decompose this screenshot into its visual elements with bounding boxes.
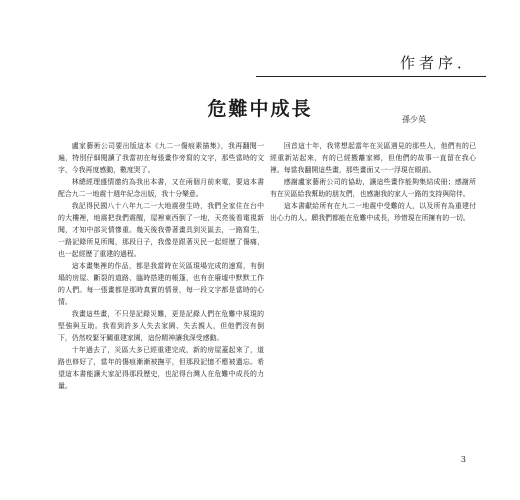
paragraph: 這本畫集裡的作品，都是我當時在災區現場完成的速寫，有倒塌的房屋、斷裂的道路、臨時搭建的帳篷，也有在廢墟中默默工作的人們。每一張畫都是那時真實的情景，每一段文字都是當時的心情。 [58, 262, 264, 306]
page-number: 3 [460, 455, 466, 464]
paragraph: 感謝盧家藝術公司的協助，讓這些畫作能夠集結成冊；感謝所有在災區給我幫助的朋友們，也感謝我的家人一路的支持與陪伴。 [270, 178, 476, 198]
author-name: 孫少英 [402, 115, 426, 124]
paragraph: 這本書獻給所有在九二一地震中受難的人，以及所有為重建付出心力的人。願我們都能在危難中成長，珍惜現在所擁有的一切。 [270, 202, 476, 222]
paragraph: 回首這十年，我常想起當年在災區遇見的那些人，他們有的已經重新站起來，有的已經搬離家鄉，但他們的故事一直留在我心裡。每當我翻開這些畫，那些畫面又一一浮現在眼前。 [270, 142, 476, 174]
left-text-column [58, 140, 264, 442]
paragraph: 林總經理盛情邀約為我出本書，又在兩個月前來電，要這本書配合九二一地震十週年紀念出版，我十分樂意。 [58, 178, 264, 198]
right-text-column [270, 140, 476, 362]
paragraph: 我畫這些畫，不只是記錄災難，更是記錄人們在危難中展現的堅強與互助。我看到許多人失去家園、失去親人，但他們沒有倒下，仍然咬緊牙關重建家園，這份精神讓我深受感動。 [58, 310, 264, 342]
page-title: 危難中成長 [207, 98, 313, 120]
paragraph: 十年過去了，災區大多已經重建完成，新的房屋蓋起來了，道路也修好了，當年的傷痕漸漸被撫平，但那段記憶不應被遺忘。希望這本書能讓大家記得那段歷史，也記得台灣人在危難中成長的力量。 [58, 346, 264, 390]
paragraph: 我記得民國八十八年九二一大地震發生時，我們全家住在台中的大樓裡，地震把我們震醒，屋裡東西倒了一地，天亮後看電視新聞，才知中部災情慘重。幾天後我帶著畫具到災區去，一路寫生，一路記錄所見所聞，那段日子，我像是跟著災民一起經歷了傷痛，也一起經歷了重建的過程。 [58, 202, 264, 258]
paragraph: 盧家藝術公司要出版這本《九二一傷痕素描集》，我再翻閱一遍，特別仔細閱讀了我當初在每張畫作旁寫的文字，那些當時的文字，今我再度感動，數度哭了。 [58, 142, 264, 174]
section-header-label: 作者序． [399, 54, 476, 72]
header-divider [256, 76, 486, 77]
